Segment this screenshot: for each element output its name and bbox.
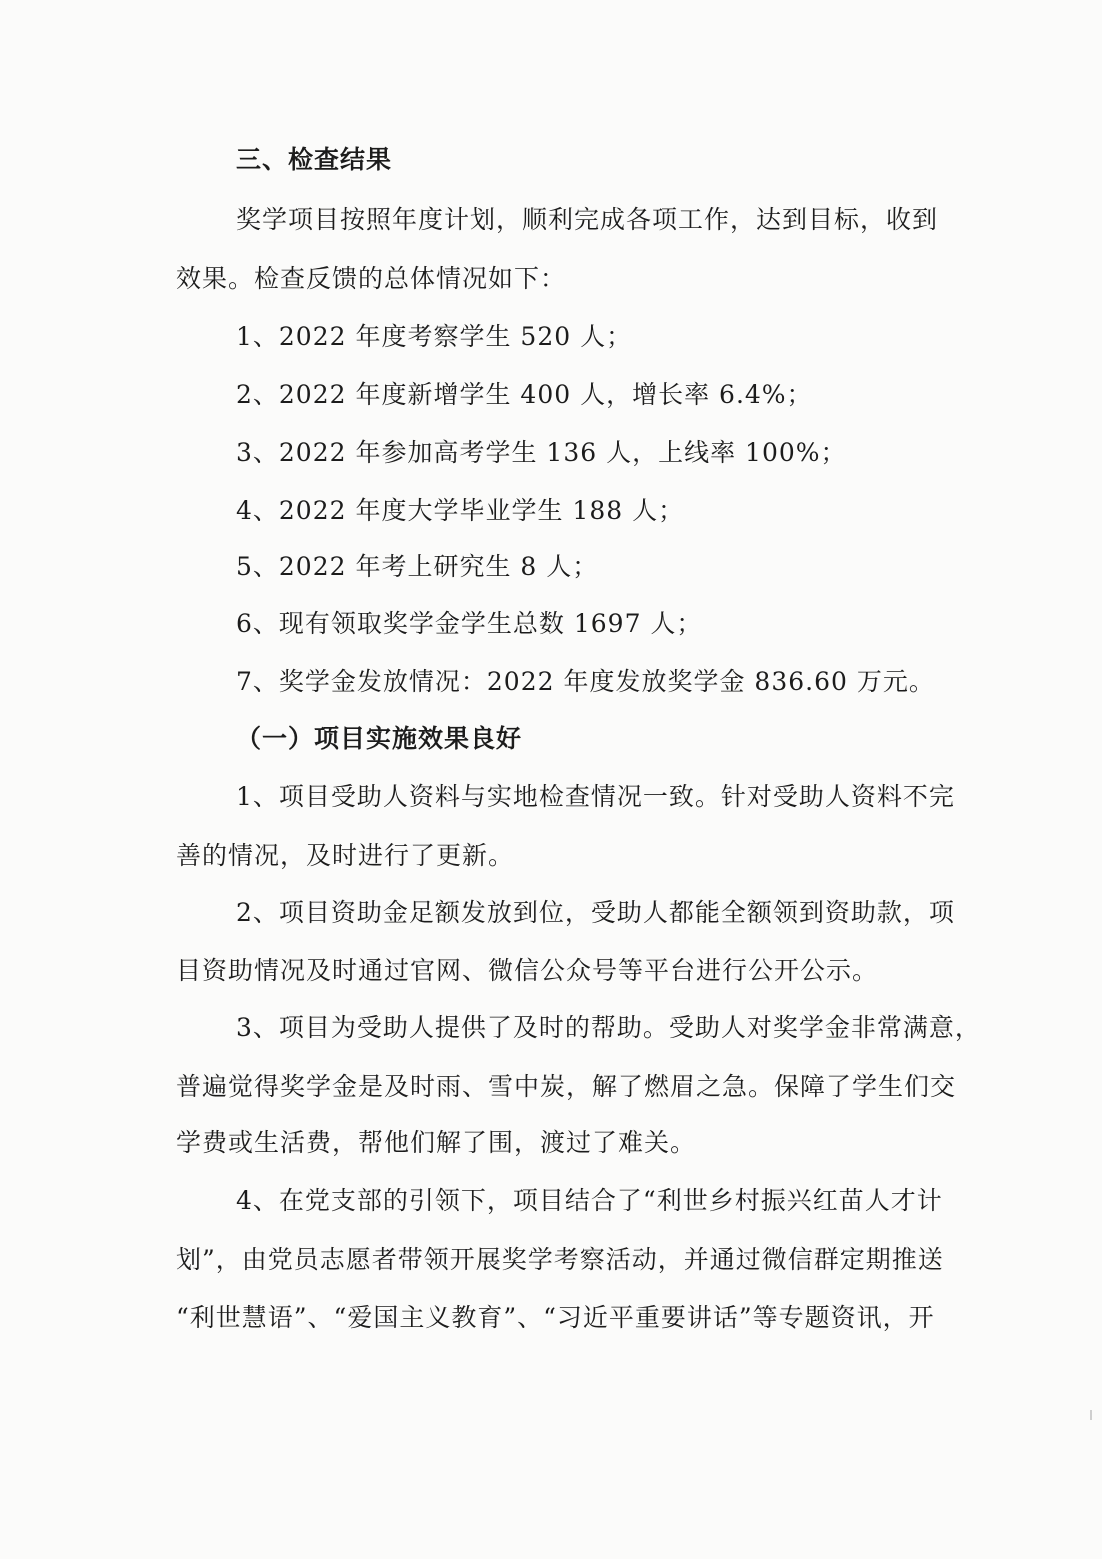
paragraph-2-line-1: 2、项目资助金足额发放到位，受助人都能全额领到资助款，项 [236,898,955,927]
paragraph-1-line-1: 1、项目受助人资料与实地检查情况一致。针对受助人资料不完 [236,782,955,811]
result-item: 3、2022 年参加高考学生 136 人，上线率 100%； [236,438,847,467]
result-item: 4、2022 年度大学毕业学生 188 人； [236,496,685,525]
paragraph-2-line-2: 目资助情况及时通过官网、微信公众号等平台进行公开公示。 [176,956,879,985]
result-item: 6、现有领取奖学金学生总数 1697 人； [236,609,703,638]
scan-mark [1090,1410,1092,1420]
result-item: 2、2022 年度新增学生 400 人，增长率 6.4%； [236,380,813,409]
subsection-heading: （一）项目实施效果良好 [236,724,523,753]
paragraph-4-line-2: 划”，由党员志愿者带领开展奖学考察活动，并通过微信群定期推送 [176,1245,944,1274]
paragraph-3-line-2: 普遍觉得奖学金是及时雨、雪中炭，解了燃眉之急。保障了学生们交 [176,1072,957,1101]
result-item: 5、2022 年考上研究生 8 人； [236,552,599,581]
paragraph-3-line-3: 学费或生活费，帮他们解了围，渡过了难关。 [176,1128,697,1157]
paragraph-4-line-3: “利世慧语”、“爱国主义教育”、“习近平重要讲话”等专题资讯，开 [176,1303,935,1332]
result-item: 1、2022 年度考察学生 520 人； [236,322,633,351]
paragraph-4-line-1: 4、在党支部的引领下，项目结合了“利世乡村振兴红苗人才计 [236,1186,943,1215]
paragraph-3-line-1: 3、项目为受助人提供了及时的帮助。受助人对奖学金非常满意， [236,1013,981,1042]
section-heading: 三、检查结果 [236,145,393,174]
result-item: 7、奖学金发放情况：2022 年度发放奖学金 836.60 万元。 [236,667,935,696]
intro-line-2: 效果。检查反馈的总体情况如下： [176,264,567,293]
paragraph-1-line-2: 善的情况，及时进行了更新。 [176,841,515,870]
intro-line-1: 奖学项目按照年度计划，顺利完成各项工作，达到目标，收到 [236,205,939,234]
